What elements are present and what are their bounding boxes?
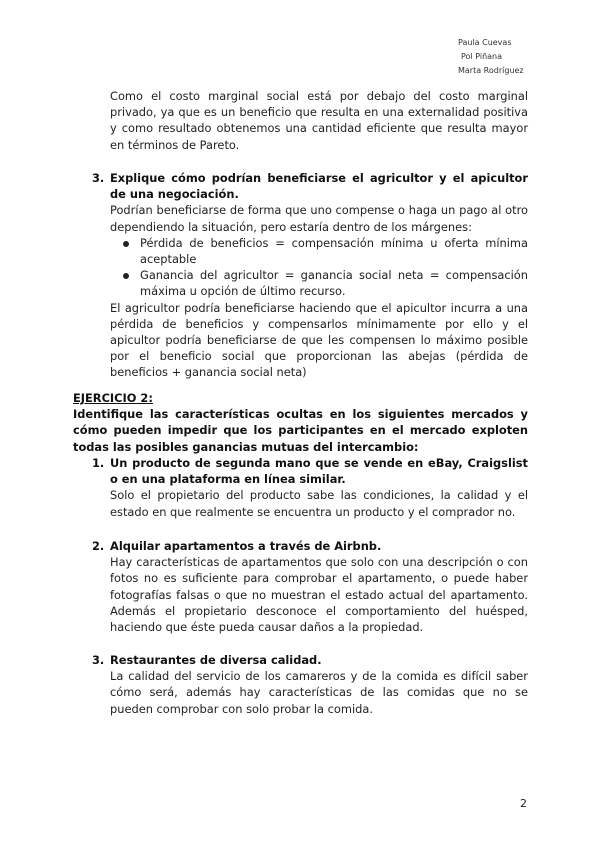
page-number: 2 [520, 797, 527, 810]
author-name: Pol Piñana [461, 52, 503, 61]
bullet-text: Ganancia del agricultor = ganancia social neta = compensación máxima u opción de último recurso. [140, 268, 528, 299]
exercise-item-2 [110, 538, 528, 635]
intro-paragraph: Como el costo marginal social está por debajo del costo marginal privado, ya que es un beneficio que resulta en una externalidad positiva y como resultado obtenemos una cantidad eficiente que resulta mayor en términos de Pareto. [110, 89, 528, 152]
bullet-item [110, 235, 528, 267]
bullet-item [110, 267, 528, 299]
bullet-list [110, 235, 528, 300]
item-title: Un producto de segunda mano que se vende en eBay, Craigslist o en una plataforma en línea similar. [110, 456, 528, 487]
author-name: Marta Rodríguez [458, 66, 524, 75]
item-title: Alquilar apartamentos a través de Airbnb. [110, 539, 382, 553]
bullet-text: Pérdida de beneficios = compensación mínima u oferta mínima aceptable [140, 235, 528, 267]
question-text: Podrían beneficiarse de forma que uno compense o haga un pago al otro dependiendo la situación, pero estaría dentro de los márgenes: [110, 203, 528, 234]
exercise-item-1 [110, 455, 528, 520]
exercise-item-3 [110, 652, 528, 717]
item-answer: La calidad del servicio de los camareros y de la comida es difícil saber cómo será, además hay características de las comidas que no se pueden comprobar con solo probar la comida. [110, 669, 528, 716]
exercise-heading: EJERCICIO 2: [73, 391, 153, 405]
bullet-icon [123, 241, 129, 247]
bullet-icon [123, 273, 129, 279]
question-conclusion: El agricultor podría beneficiarse haciendo que el apicultor incurra a una pérdida de beneficios y compensarlos mínimamente por ello y el apicultor podría beneficiarse de que les compensen lo máximo posible por el beneficio social que proporcionan las abejas (pérdida de beneficios + ganancia social neta) [110, 300, 528, 380]
item-number: 2. [92, 539, 105, 553]
item-number: 3. [92, 653, 105, 667]
item-number: 1. [92, 456, 105, 470]
question-number: 3. [92, 171, 105, 185]
item-title: Restaurantes de diversa calidad. [110, 653, 322, 667]
exercise-2 [73, 390, 528, 455]
question-title: Explique cómo podrían beneficiarse el agricultor y el apicultor de una negociación. [110, 171, 528, 202]
author-name: Paula Cuevas [458, 38, 512, 47]
item-answer: Hay características de apartamentos que solo con una descripción o con fotos no es suficiente para comprobar el apartamento, o puede haber fotografías falsas o que no muestran el estado actual del apartamento. Además el propietario desconoce el comportamiento del huésped, haciendo que éste pueda causar daños a la propiedad. [110, 555, 528, 635]
item-answer: Solo el propietario del producto sabe las condiciones, la calidad y el estado en que realmente se encuentra un producto y el comprador no. [110, 488, 528, 519]
author-list [458, 36, 524, 78]
question-3 [110, 170, 528, 381]
exercise-prompt: Identifique las características ocultas en los siguientes mercados y cómo pueden impedir que los participantes en el mercado exploten todas las posibles ganancias mutuas del intercambio: [73, 407, 528, 454]
